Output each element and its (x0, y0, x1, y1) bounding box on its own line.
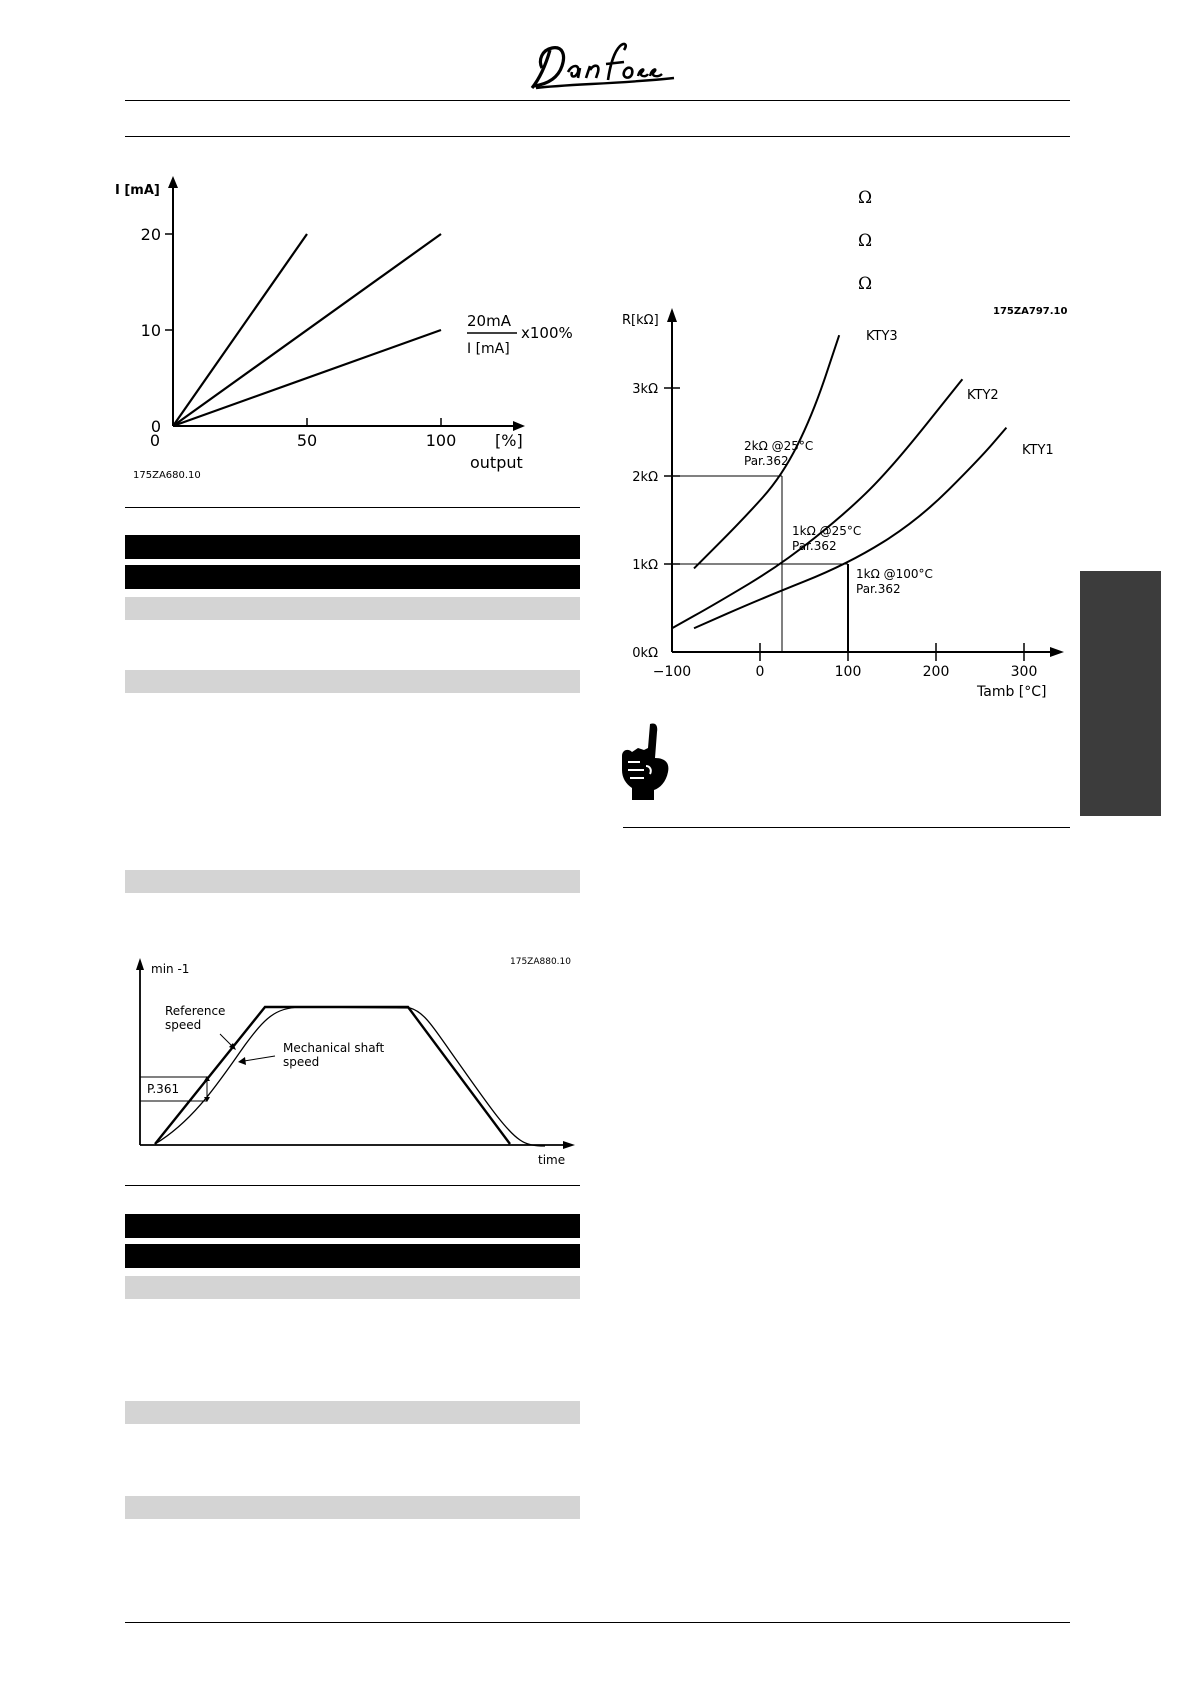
omega-symbol: Ω (858, 274, 873, 294)
section-rule (125, 507, 580, 508)
formula-multiplier: x100% (521, 324, 573, 342)
danfoss-logo (528, 38, 676, 94)
parameter-section-bar (125, 670, 580, 693)
y-axis-label: I [mA] (115, 183, 160, 198)
reference-speed-label: Reference (165, 1004, 226, 1018)
y-tick-label: 2kΩ (632, 470, 658, 485)
x-tick-label: 100 (834, 664, 862, 680)
y-tick-label: 1kΩ (632, 558, 658, 573)
annotation-text: Par.362 (792, 539, 837, 553)
parameter-title-bar (125, 1214, 580, 1238)
parameter-section-bar (125, 597, 580, 620)
current-line-3 (173, 330, 441, 426)
annotation-text: Par.362 (856, 582, 901, 596)
x-tick-label: 100 (425, 431, 457, 450)
series-label-kty2: KTY2 (967, 388, 999, 403)
y-tick-label: 0kΩ (632, 646, 658, 661)
y-axis-label: min -1 (151, 962, 190, 976)
x-tick-label: 0 (755, 664, 765, 680)
header-rule-top (125, 100, 1070, 101)
section-rule (623, 827, 1070, 828)
param-label: P.361 (147, 1082, 180, 1096)
figure-code: 175ZA797.10 (993, 306, 1068, 317)
omega-symbol: Ω (858, 231, 873, 251)
x-axis-sublabel: output (470, 453, 523, 472)
formula-denominator: I [mA] (467, 341, 510, 357)
parameter-section-bar (125, 870, 580, 893)
y-tick-label: 10 (140, 321, 161, 340)
x-tick-label: 200 (922, 664, 950, 680)
y-tick-label: 0 (150, 417, 161, 436)
mechanical-shaft-speed-line (155, 1007, 545, 1146)
parameter-title-bar (125, 1244, 580, 1268)
annotation-text: Par.362 (744, 454, 789, 468)
series-label-kty1: KTY1 (1022, 443, 1054, 458)
y-axis-label: R[kΩ] (622, 313, 659, 328)
current-output-chart (115, 172, 590, 484)
reference-speed-label: speed (165, 1018, 202, 1032)
note-hand-icon (620, 722, 674, 802)
x-axis-label: Tamb [°C] (977, 684, 1047, 700)
series-label-kty3: KTY3 (866, 329, 898, 344)
parameter-section-bar (125, 1496, 580, 1519)
side-tab-marker (1080, 571, 1161, 816)
parameter-title-bar (125, 565, 580, 589)
kty-resistance-chart (620, 300, 1075, 710)
x-tick-label: 0 (149, 431, 161, 450)
footer-rule (125, 1622, 1070, 1623)
current-line-1 (173, 234, 307, 426)
x-tick-label: 50 (296, 431, 318, 450)
series-line-kty2 (672, 379, 962, 628)
annotation-text: 1kΩ @100°C (856, 567, 933, 581)
speed-profile-chart (125, 950, 585, 1170)
x-axis-label: [%] (495, 431, 523, 450)
omega-symbol: Ω (858, 188, 873, 208)
reference-speed-line (155, 1007, 510, 1144)
figure-code: 175ZA880.10 (510, 957, 571, 967)
x-tick-label: 300 (1010, 664, 1038, 680)
annotation-text: 2kΩ @25°C (744, 439, 814, 453)
x-axis-label: time (538, 1153, 566, 1167)
current-line-2 (173, 234, 441, 426)
x-tick-label: −100 (652, 664, 692, 680)
mechanical-speed-label: Mechanical shaft (283, 1041, 385, 1055)
formula-numerator: 20mA (467, 312, 511, 330)
section-rule (125, 1185, 580, 1186)
header-rule-bottom (125, 136, 1070, 137)
y-tick-label: 20 (140, 225, 161, 244)
parameter-title-bar (125, 535, 580, 559)
mechanical-speed-label: speed (283, 1055, 320, 1069)
y-tick-label: 3kΩ (632, 382, 658, 397)
figure-code: 175ZA680.10 (133, 470, 201, 481)
parameter-section-bar (125, 1401, 580, 1424)
parameter-section-bar (125, 1276, 580, 1299)
annotation-text: 1kΩ @25°C (792, 524, 862, 538)
